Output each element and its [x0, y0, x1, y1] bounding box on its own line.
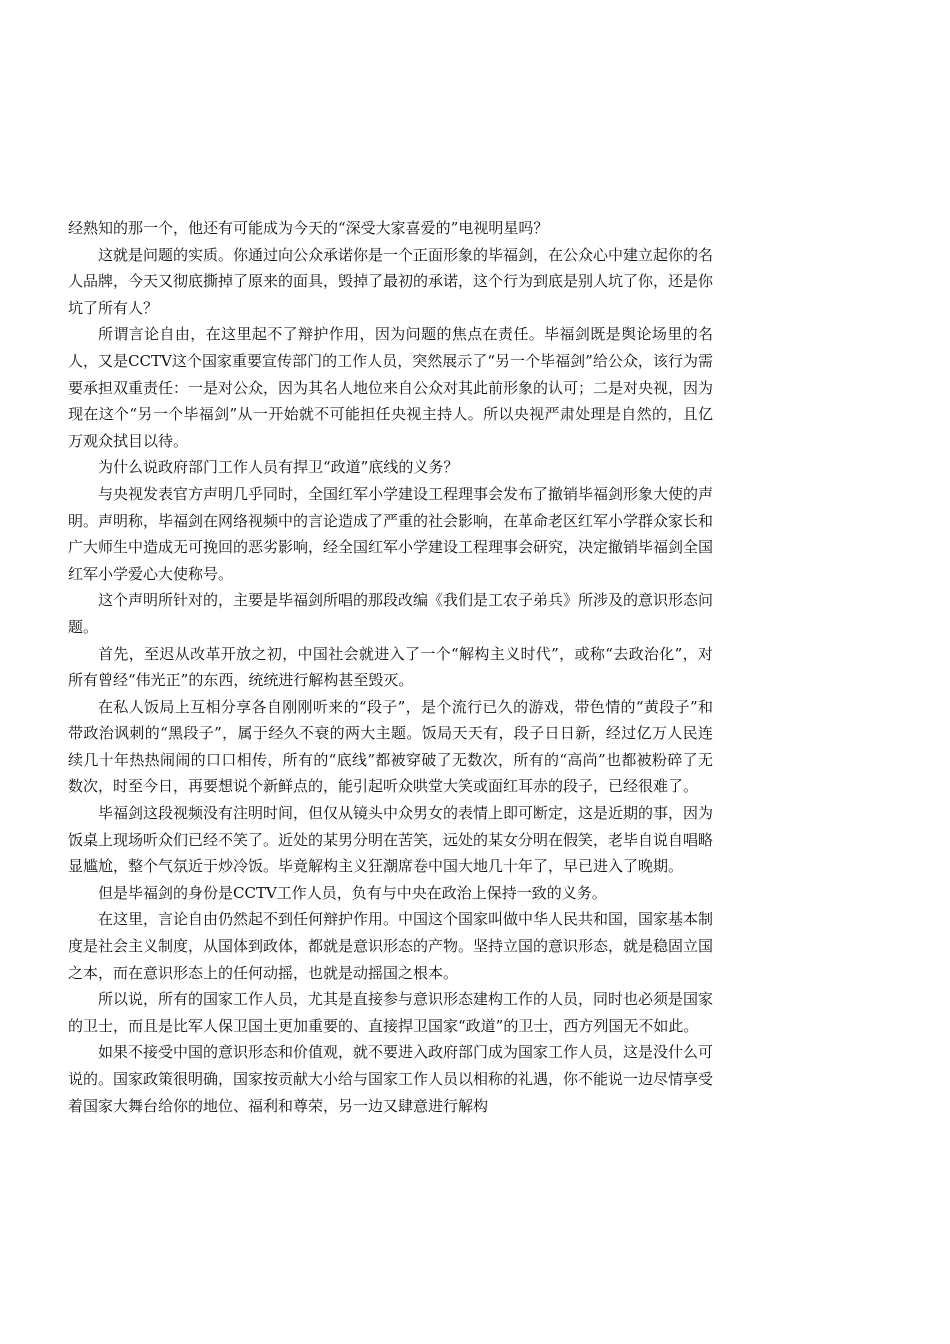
- paragraph: 在私人饭局上互相分享各自刚刚听来的“段子”，是个流行已久的游戏，带色情的“黄段子”和带政治讽刺的“黑段子”，属于经久不衰的两大主题。饭局天天有，段子日日新，经过亿万人民连续几十年热热闹闹的口口相传，所有的“底线”都被穿破了无数次，所有的“高尚”也都被粉碎了无数次，时至今日，再要想说个新鲜点的，能引起听众哄堂大笑或面红耳赤的段子，已经很难了。: [68, 697, 713, 796]
- paragraph: 在这里，言论自由仍然起不到任何辩护作用。中国这个国家叫做中华人民共和国，国家基本制度是社会主义制度，从国体到政体，都就是意识形态的产物。坚持立国的意识形态，就是稳固立国之本，而在意识形态上的任何动摇，也就是动摇国之根本。: [68, 910, 714, 982]
- paragraph: 与央视发表官方声明几乎同时，全国红军小学建设工程理事会发布了撤销毕福剑形象大使的声明。声明称，毕福剑在网络视频中的言论造成了严重的社会影响，在革命老区红军小学群众家长和广大师生中造成无可挽回的恶劣影响，经全国红军小学建设工程理事会研究，决定撤销毕福剑全国红军小学爱心大使称号。: [68, 484, 714, 583]
- paragraph: 这个声明所针对的，主要是毕福剑所唱的那段改编《我们是工农子弟兵》所涉及的意识形态问题。: [68, 591, 714, 636]
- paragraph-continued: 经熟知的那一个，他还有可能成为今天的“深受大家喜爱的”电视明星吗？: [68, 219, 549, 237]
- document-body: [68, 215, 713, 1119]
- paragraph: 为什么说政府部门工作人员有捍卫“政道”底线的义务？: [98, 458, 459, 477]
- paragraph: 毕福剑这段视频没有注明时间，但仅从镜头中众男女的表情上即可断定，这是近期的事，因为饭桌上现场听众们已经不笑了。近处的某男分明在苦笑，远处的某女分明在假笑，老毕自说自唱略显尴尬，整个气氛近于炒冷饭。毕竟解构主义狂潮席卷中国大地几十年了，早已进入了晚期。: [68, 804, 714, 876]
- paragraph: 但是毕福剑的身份是CCTV工作人员，负有与中央在政治上保持一致的义务。: [98, 883, 607, 902]
- paragraph: 所以说，所有的国家工作人员，尤其是直接参与意识形态建构工作的人员，同时也必须是国家的卫士，而且是比军人保卫国土更加重要的、直接捍卫国家“政道”的卫士，西方列国无不如此。: [68, 990, 714, 1035]
- paragraph: 所谓言论自由，在这里起不了辩护作用，因为问题的焦点在责任。毕福剑既是舆论场里的名人，又是CCTV这个国家重要宣传部门的工作人员，突然展示了“另一个毕福剑”给公众，该行为需要承担双重责任：一是对公众，因为其名人地位来自公众对其此前形象的认可；二是对央视，因为现在这个“另一个毕福剑”从一开始就不可能担任央视主持人。所以央视严肃处理是自然的，且亿万观众拭目以待。: [68, 325, 714, 450]
- paragraph: 这就是问题的实质。你通过向公众承诺你是一个正面形象的毕福剑，在公众心中建立起你的名人品牌，今天又彻底撕掉了原来的面具，毁掉了最初的承诺，这个行为到底是别人坑了你，还是你坑了所有人？: [68, 245, 714, 317]
- paragraph: 如果不接受中国的意识形态和价值观，就不要进入政府部门成为国家工作人员，这是没什么可说的。国家政策很明确，国家按贡献大小给与国家工作人员以相称的礼遇，你不能说一边尽情享受着国家大舞台给你的地位、福利和尊荣，另一边又肆意进行解构: [68, 1043, 714, 1115]
- paragraph: 首先，至迟从改革开放之初，中国社会就进入了一个“解构主义时代”，或称“去政治化”，对所有曾经“伟光正”的东西，统统进行解构甚至毁灭。: [68, 644, 713, 690]
